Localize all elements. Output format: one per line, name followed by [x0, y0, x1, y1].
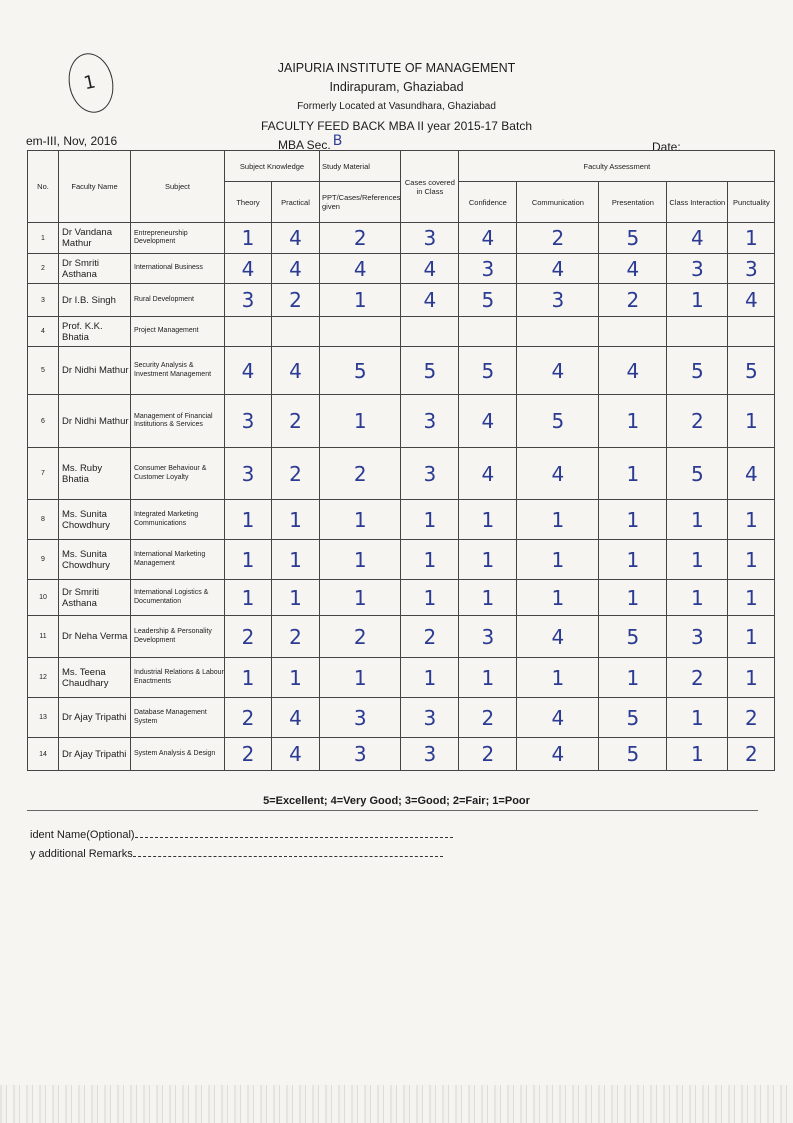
- divider: [27, 810, 758, 811]
- row-number: 12: [28, 658, 59, 698]
- score-cell: 1: [459, 658, 517, 698]
- score-cell: 3: [401, 395, 459, 448]
- table-row: [28, 580, 775, 616]
- score-cell: 1: [272, 500, 320, 540]
- rating-legend: 5=Excellent; 4=Very Good; 3=Good; 2=Fair; 1=Poor: [263, 795, 530, 807]
- remarks-field: [30, 848, 443, 860]
- score-cell: 1: [728, 616, 775, 658]
- row-number: 11: [28, 616, 59, 658]
- score-cell: 4: [517, 698, 599, 738]
- score-cell: 4: [517, 738, 599, 771]
- score-cell: 4: [459, 223, 517, 254]
- header-practical: Practical: [272, 182, 320, 223]
- score-cell: 2: [599, 284, 667, 317]
- score-cell: 1: [517, 540, 599, 580]
- student-name-line: [135, 829, 453, 838]
- faculty-name-cell: Dr I.B. Singh: [59, 284, 131, 317]
- score-cell: 1: [599, 580, 667, 616]
- row-number: 1: [28, 223, 59, 254]
- faculty-name-cell: Dr Neha Verma: [59, 616, 131, 658]
- score-cell: 3: [401, 448, 459, 500]
- score-cell: 1: [401, 658, 459, 698]
- row-number: 14: [28, 738, 59, 771]
- header-presentation: Presentation: [599, 182, 667, 223]
- score-cell: 2: [272, 395, 320, 448]
- subject-cell: System Analysis & Design: [131, 738, 225, 771]
- score-cell: 1: [728, 395, 775, 448]
- table-row: [28, 616, 775, 658]
- faculty-name-cell: Dr Ajay Tripathi: [59, 738, 131, 771]
- score-cell: 1: [225, 540, 272, 580]
- score-cell: 1: [517, 580, 599, 616]
- header-faculty-name: Faculty Name: [59, 151, 131, 223]
- remarks-line: [133, 848, 443, 857]
- score-cell: 4: [517, 448, 599, 500]
- score-cell: 3: [225, 395, 272, 448]
- row-number: 13: [28, 698, 59, 738]
- score-cell: 4: [728, 448, 775, 500]
- header-faculty-assessment: Faculty Assessment: [459, 151, 775, 182]
- form-title: FACULTY FEED BACK MBA II year 2015-17 Batch: [260, 119, 532, 133]
- header-class-interaction: Class Interaction: [667, 182, 728, 223]
- score-cell: 5: [728, 347, 775, 395]
- subject-cell: Rural Development: [131, 284, 225, 317]
- score-cell: 1: [667, 540, 728, 580]
- feedback-table: [27, 150, 775, 771]
- table-row: [28, 448, 775, 500]
- score-cell: 2: [320, 448, 401, 500]
- score-cell: 1: [401, 580, 459, 616]
- score-cell: 2: [320, 223, 401, 254]
- score-cell: 2: [272, 616, 320, 658]
- score-cell: 1: [599, 540, 667, 580]
- score-cell: 5: [320, 347, 401, 395]
- score-cell: 1: [667, 284, 728, 317]
- subject-cell: Leadership & Personality Development: [131, 616, 225, 658]
- score-cell: 1: [401, 540, 459, 580]
- faculty-name-cell: Ms. Ruby Bhatia: [59, 448, 131, 500]
- score-cell: 1: [667, 500, 728, 540]
- score-cell: 3: [320, 698, 401, 738]
- subject-cell: Entrepreneurship Development: [131, 223, 225, 254]
- faculty-name-cell: Dr Smriti Asthana: [59, 580, 131, 616]
- score-cell: 3: [459, 254, 517, 284]
- institute-name: JAIPURIA INSTITUTE OF MANAGEMENT: [277, 61, 516, 75]
- score-cell: [401, 317, 459, 347]
- score-cell: [517, 317, 599, 347]
- score-cell: [728, 317, 775, 347]
- faculty-name-cell: Dr Ajay Tripathi: [59, 698, 131, 738]
- score-cell: 1: [599, 395, 667, 448]
- faculty-name-cell: Ms. Sunita Chowdhury: [59, 540, 131, 580]
- table-row: [28, 395, 775, 448]
- score-cell: 3: [459, 616, 517, 658]
- score-cell: 5: [599, 738, 667, 771]
- table-row: [28, 254, 775, 284]
- remarks-label: y additional Remarks: [30, 848, 133, 860]
- score-cell: 4: [225, 254, 272, 284]
- score-cell: 2: [728, 738, 775, 771]
- score-cell: 3: [517, 284, 599, 317]
- score-cell: 4: [272, 254, 320, 284]
- row-number: 3: [28, 284, 59, 317]
- header-ppt: PPT/Cases/References given: [320, 182, 401, 223]
- score-cell: 1: [728, 658, 775, 698]
- score-cell: 1: [599, 500, 667, 540]
- score-cell: 4: [459, 448, 517, 500]
- subject-cell: Industrial Relations & Labour Enactments: [131, 658, 225, 698]
- score-cell: 2: [401, 616, 459, 658]
- score-cell: 1: [459, 540, 517, 580]
- header-confidence: Confidence: [459, 182, 517, 223]
- row-number: 2: [28, 254, 59, 284]
- section-value: B: [332, 133, 343, 149]
- score-cell: 1: [225, 500, 272, 540]
- score-cell: 1: [517, 658, 599, 698]
- page-number-mark: 1: [63, 49, 119, 117]
- row-number: 6: [28, 395, 59, 448]
- score-cell: 1: [728, 540, 775, 580]
- score-cell: 5: [667, 448, 728, 500]
- header-punctuality: Punctuality: [728, 182, 775, 223]
- score-cell: 4: [517, 347, 599, 395]
- score-cell: 2: [459, 738, 517, 771]
- score-cell: [599, 317, 667, 347]
- score-cell: [667, 317, 728, 347]
- table-row: [28, 698, 775, 738]
- score-cell: 3: [401, 223, 459, 254]
- score-cell: 1: [225, 658, 272, 698]
- score-cell: 5: [459, 284, 517, 317]
- score-cell: 4: [401, 284, 459, 317]
- score-cell: 1: [225, 223, 272, 254]
- faculty-name-cell: Prof. K.K. Bhatia: [59, 317, 131, 347]
- score-cell: 1: [401, 500, 459, 540]
- score-cell: [225, 317, 272, 347]
- subject-cell: Integrated Marketing Communications: [131, 500, 225, 540]
- header-sno: No.: [28, 151, 59, 223]
- score-cell: 1: [320, 580, 401, 616]
- row-number: 9: [28, 540, 59, 580]
- score-cell: 2: [225, 738, 272, 771]
- score-cell: 1: [728, 500, 775, 540]
- score-cell: 1: [667, 698, 728, 738]
- row-number: 5: [28, 347, 59, 395]
- score-cell: 1: [728, 580, 775, 616]
- score-cell: 4: [272, 347, 320, 395]
- table-row: [28, 223, 775, 254]
- score-cell: 4: [728, 284, 775, 317]
- score-cell: 1: [667, 580, 728, 616]
- score-cell: 3: [728, 254, 775, 284]
- header-cases: Cases covered in Class: [401, 151, 459, 223]
- score-cell: 2: [667, 658, 728, 698]
- score-cell: 1: [225, 580, 272, 616]
- row-number: 4: [28, 317, 59, 347]
- former-location: Formerly Located at Vasundhara, Ghaziabad: [297, 101, 496, 112]
- score-cell: 3: [401, 698, 459, 738]
- score-cell: 3: [225, 448, 272, 500]
- score-cell: 1: [320, 395, 401, 448]
- score-cell: 5: [599, 616, 667, 658]
- score-cell: 5: [517, 395, 599, 448]
- table-row: [28, 540, 775, 580]
- subject-cell: Database Management System: [131, 698, 225, 738]
- faculty-name-cell: Ms. Teena Chaudhary: [59, 658, 131, 698]
- score-cell: 4: [320, 254, 401, 284]
- section-label: MBA Sec.: [278, 138, 331, 152]
- score-cell: 1: [272, 580, 320, 616]
- score-cell: 3: [320, 738, 401, 771]
- faculty-name-cell: Dr Nidhi Mathur: [59, 347, 131, 395]
- score-cell: 4: [517, 254, 599, 284]
- score-cell: 5: [599, 698, 667, 738]
- score-cell: 5: [401, 347, 459, 395]
- header-theory: Theory: [225, 182, 272, 223]
- score-cell: 1: [272, 540, 320, 580]
- score-cell: 5: [459, 347, 517, 395]
- score-cell: 4: [272, 698, 320, 738]
- table-row: [28, 500, 775, 540]
- score-cell: [459, 317, 517, 347]
- score-cell: 1: [667, 738, 728, 771]
- score-cell: 4: [225, 347, 272, 395]
- table-row: [28, 738, 775, 771]
- score-cell: 2: [225, 698, 272, 738]
- score-cell: 4: [401, 254, 459, 284]
- row-number: 10: [28, 580, 59, 616]
- score-cell: 2: [667, 395, 728, 448]
- subject-cell: Management of Financial Institutions & Services: [131, 395, 225, 448]
- score-cell: 4: [272, 223, 320, 254]
- score-cell: [272, 317, 320, 347]
- score-cell: 1: [728, 223, 775, 254]
- table-row: [28, 284, 775, 317]
- score-cell: 4: [667, 223, 728, 254]
- score-cell: 1: [459, 500, 517, 540]
- subject-cell: Consumer Behaviour & Customer Loyalty: [131, 448, 225, 500]
- subject-cell: International Logistics & Documentation: [131, 580, 225, 616]
- score-cell: 1: [320, 658, 401, 698]
- institute-location: Indirapuram, Ghaziabad: [329, 80, 464, 94]
- score-cell: 1: [599, 658, 667, 698]
- row-number: 8: [28, 500, 59, 540]
- subject-cell: International Marketing Management: [131, 540, 225, 580]
- score-cell: 2: [517, 223, 599, 254]
- score-cell: 3: [667, 254, 728, 284]
- header-communication: Communication: [517, 182, 599, 223]
- student-name-label: ident Name(Optional): [30, 829, 135, 841]
- score-cell: 1: [320, 284, 401, 317]
- header-study-material: Study Material: [320, 151, 401, 182]
- subject-cell: International Business: [131, 254, 225, 284]
- header-subject-knowledge: Subject Knowledge: [225, 151, 320, 182]
- scan-noise: [0, 1085, 793, 1123]
- faculty-name-cell: Ms. Sunita Chowdhury: [59, 500, 131, 540]
- score-cell: 1: [517, 500, 599, 540]
- score-cell: 5: [599, 223, 667, 254]
- score-cell: 2: [272, 448, 320, 500]
- score-cell: 3: [667, 616, 728, 658]
- subject-cell: Project Management: [131, 317, 225, 347]
- table-row: [28, 347, 775, 395]
- score-cell: 2: [225, 616, 272, 658]
- score-cell: 4: [459, 395, 517, 448]
- score-cell: 2: [272, 284, 320, 317]
- score-cell: [320, 317, 401, 347]
- table-row: [28, 317, 775, 347]
- score-cell: 2: [459, 698, 517, 738]
- score-cell: 5: [667, 347, 728, 395]
- row-number: 7: [28, 448, 59, 500]
- score-cell: 4: [517, 616, 599, 658]
- score-cell: 1: [272, 658, 320, 698]
- score-cell: 2: [320, 616, 401, 658]
- score-cell: 4: [599, 347, 667, 395]
- score-cell: 1: [320, 500, 401, 540]
- faculty-name-cell: Dr Vandana Mathur: [59, 223, 131, 254]
- table-row: [28, 658, 775, 698]
- header-subject: Subject: [131, 151, 225, 223]
- subject-cell: Security Analysis & Investment Management: [131, 347, 225, 395]
- score-cell: 3: [225, 284, 272, 317]
- faculty-name-cell: Dr Smriti Asthana: [59, 254, 131, 284]
- faculty-name-cell: Dr Nidhi Mathur: [59, 395, 131, 448]
- student-name-field: [30, 829, 453, 841]
- score-cell: 4: [599, 254, 667, 284]
- date-label: Date:: [652, 140, 681, 154]
- score-cell: 1: [599, 448, 667, 500]
- score-cell: 1: [459, 580, 517, 616]
- semester-label: em-III, Nov, 2016: [26, 134, 118, 148]
- score-cell: 1: [320, 540, 401, 580]
- score-cell: 2: [728, 698, 775, 738]
- score-cell: 3: [401, 738, 459, 771]
- score-cell: 4: [272, 738, 320, 771]
